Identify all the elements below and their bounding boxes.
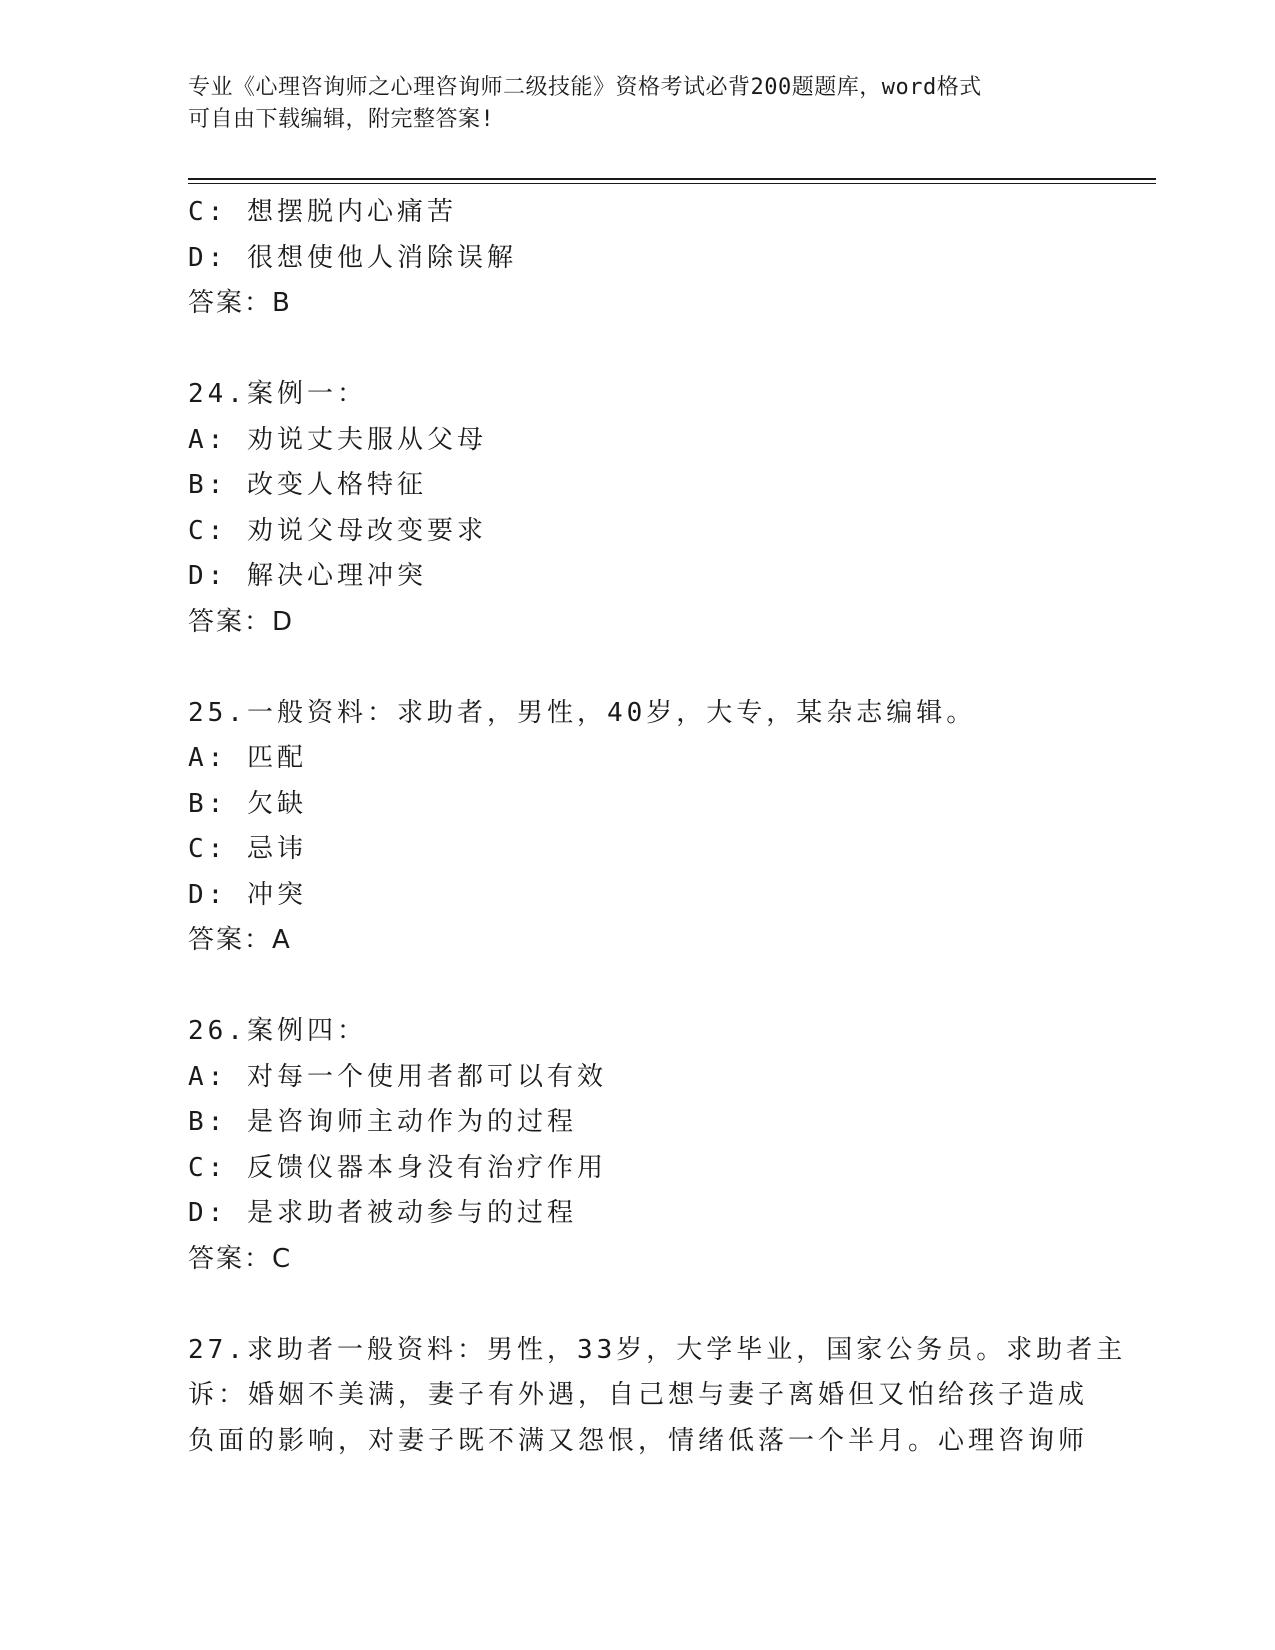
answer: 答案：A	[188, 925, 292, 955]
option-c: C: 忌讳	[188, 834, 307, 864]
option-b: B: 欠缺	[188, 788, 307, 819]
header-line-2: 可自由下载编辑，附完整答案!	[188, 107, 495, 132]
answer: 答案：B	[188, 288, 292, 318]
spacer	[188, 964, 1088, 1010]
header-divider-thin	[188, 183, 1156, 184]
spacer	[188, 327, 1088, 373]
option-d: D: 很想使他人消除误解	[188, 242, 517, 273]
answer: 答案：C	[188, 1243, 293, 1274]
header-line-1: 专业《心理咨询师之心理咨询师二级技能》资格考试必背200题题库，word格式	[188, 75, 982, 100]
question-text-line-2: 诉：婚姻不美满，妻子有外遇，自己想与妻子离婚但又怕给孩子造成	[188, 1380, 1089, 1410]
question-text-line-3: 负面的影响，对妻子既不满又怨恨，情绪低落一个半月。心理咨询师	[188, 1425, 1089, 1456]
question-23	[188, 190, 1088, 327]
option-a: A: 对每一个使用者都可以有效	[188, 1061, 607, 1092]
spacer	[188, 645, 1088, 691]
document-header	[188, 72, 1088, 136]
option-b: B: 改变人格特征	[188, 470, 427, 500]
option-d: D: 是求助者被动参与的过程	[188, 1198, 577, 1228]
answer: 答案：D	[188, 606, 295, 637]
option-c: C: 想摆脱内心痛苦	[188, 197, 457, 227]
question-title: 24.案例一：	[188, 379, 367, 409]
option-c: C: 反馈仪器本身没有治疗作用	[188, 1152, 607, 1183]
question-text-line-1: 27.求助者一般资料：男性，33岁，大学毕业，国家公务员。求助者主	[188, 1334, 1127, 1365]
question-27	[188, 1328, 1127, 1465]
question-list	[188, 190, 1127, 1464]
option-b: B: 是咨询师主动作为的过程	[188, 1107, 577, 1137]
question-title: 25.一般资料：求助者，男性，40岁，大专，某杂志编辑。	[188, 697, 977, 728]
spacer	[188, 1282, 1088, 1328]
question-24	[188, 372, 1088, 645]
question-title: 26.案例四：	[188, 1016, 367, 1046]
question-25	[188, 691, 1088, 964]
option-d: D: 解决心理冲突	[188, 561, 427, 591]
question-26	[188, 1009, 1088, 1282]
option-c: C: 劝说父母改变要求	[188, 515, 487, 546]
header-divider-thick	[188, 178, 1156, 180]
option-a: A: 劝说丈夫服从父母	[188, 424, 487, 455]
option-d: D: 冲突	[188, 879, 307, 910]
option-a: A: 匹配	[188, 743, 307, 773]
